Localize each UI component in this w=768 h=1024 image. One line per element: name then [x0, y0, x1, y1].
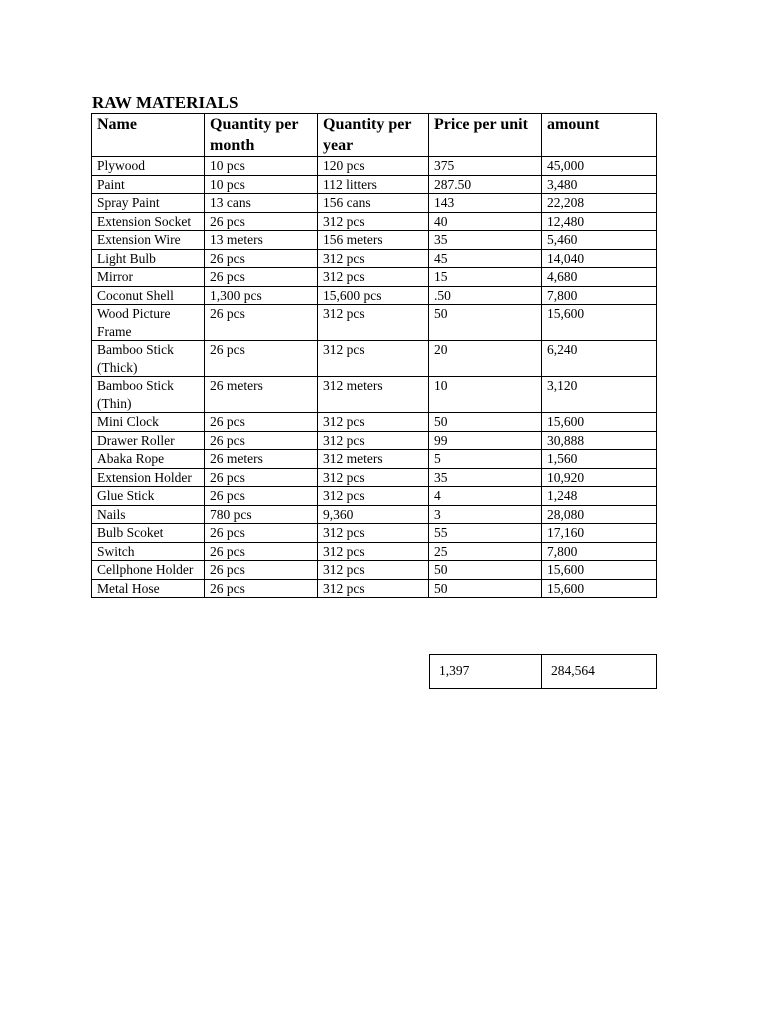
cell-amount: 7,800 [542, 542, 657, 561]
cell-quantity-per-month: 26 pcs [205, 431, 318, 450]
cell-amount: 3,120 [542, 377, 657, 413]
totals-table [429, 654, 657, 689]
cell-price-per-unit: 3 [429, 505, 542, 524]
cell-quantity-per-month: 10 pcs [205, 175, 318, 194]
cell-quantity-per-year: 312 pcs [318, 431, 429, 450]
table-row [92, 231, 657, 250]
cell-name: Extension Holder [92, 468, 205, 487]
cell-price-per-unit: 5 [429, 450, 542, 469]
table-row [92, 212, 657, 231]
cell-quantity-per-month: 780 pcs [205, 505, 318, 524]
header-name: Name [92, 114, 205, 157]
table-row [92, 175, 657, 194]
cell-quantity-per-month: 13 meters [205, 231, 318, 250]
cell-price-per-unit: 287.50 [429, 175, 542, 194]
cell-price-per-unit: 35 [429, 468, 542, 487]
cell-quantity-per-month: 1,300 pcs [205, 286, 318, 305]
table-row [92, 341, 657, 377]
table-row [92, 561, 657, 580]
cell-quantity-per-year: 312 meters [318, 377, 429, 413]
cell-quantity-per-month: 26 pcs [205, 524, 318, 543]
cell-quantity-per-month: 13 cans [205, 194, 318, 213]
raw-materials-table [91, 113, 657, 598]
cell-amount: 10,920 [542, 468, 657, 487]
table-row [92, 413, 657, 432]
cell-quantity-per-month: 26 pcs [205, 487, 318, 506]
table-row [92, 249, 657, 268]
cell-quantity-per-year: 312 pcs [318, 212, 429, 231]
cell-price-per-unit: 50 [429, 413, 542, 432]
cell-amount: 6,240 [542, 341, 657, 377]
cell-quantity-per-year: 312 pcs [318, 561, 429, 580]
cell-quantity-per-month: 26 pcs [205, 268, 318, 287]
cell-amount: 7,800 [542, 286, 657, 305]
cell-name: Nails [92, 505, 205, 524]
cell-quantity-per-month: 26 pcs [205, 341, 318, 377]
cell-amount: 30,888 [542, 431, 657, 450]
cell-amount: 3,480 [542, 175, 657, 194]
cell-quantity-per-year: 312 pcs [318, 341, 429, 377]
cell-quantity-per-year: 312 pcs [318, 524, 429, 543]
cell-amount: 15,600 [542, 305, 657, 341]
cell-price-per-unit: 4 [429, 487, 542, 506]
cell-price-per-unit: 15 [429, 268, 542, 287]
cell-quantity-per-year: 312 pcs [318, 413, 429, 432]
cell-name: Extension Socket [92, 212, 205, 231]
table-row [92, 305, 657, 341]
cell-name: Plywood [92, 157, 205, 176]
table-row [92, 431, 657, 450]
cell-name: Metal Hose [92, 579, 205, 598]
table-row [92, 579, 657, 598]
cell-quantity-per-month: 26 pcs [205, 413, 318, 432]
cell-amount: 15,600 [542, 561, 657, 580]
cell-quantity-per-month: 26 pcs [205, 561, 318, 580]
cell-amount: 22,208 [542, 194, 657, 213]
cell-name: Cellphone Holder [92, 561, 205, 580]
table-row [92, 487, 657, 506]
cell-amount: 45,000 [542, 157, 657, 176]
table-body [92, 157, 657, 598]
cell-quantity-per-year: 120 pcs [318, 157, 429, 176]
cell-quantity-per-year: 312 pcs [318, 249, 429, 268]
header-amount: amount [542, 114, 657, 157]
table-row [92, 450, 657, 469]
cell-amount: 4,680 [542, 268, 657, 287]
table-row [92, 157, 657, 176]
table-row [92, 524, 657, 543]
cell-quantity-per-month: 26 pcs [205, 249, 318, 268]
cell-quantity-per-year: 312 pcs [318, 579, 429, 598]
cell-quantity-per-month: 26 meters [205, 450, 318, 469]
cell-quantity-per-year: 312 pcs [318, 305, 429, 341]
cell-quantity-per-month: 26 pcs [205, 542, 318, 561]
cell-price-per-unit: 55 [429, 524, 542, 543]
cell-quantity-per-year: 312 meters [318, 450, 429, 469]
cell-name: Light Bulb [92, 249, 205, 268]
table-row [92, 505, 657, 524]
cell-name: Mini Clock [92, 413, 205, 432]
cell-amount: 14,040 [542, 249, 657, 268]
cell-quantity-per-year: 312 pcs [318, 487, 429, 506]
cell-quantity-per-month: 26 pcs [205, 468, 318, 487]
cell-price-per-unit: 50 [429, 305, 542, 341]
cell-price-per-unit: 20 [429, 341, 542, 377]
cell-name: Paint [92, 175, 205, 194]
cell-amount: 1,248 [542, 487, 657, 506]
cell-price-per-unit: 40 [429, 212, 542, 231]
cell-name: Drawer Roller [92, 431, 205, 450]
cell-amount: 5,460 [542, 231, 657, 250]
cell-quantity-per-month: 26 pcs [205, 579, 318, 598]
cell-quantity-per-year: 312 pcs [318, 468, 429, 487]
cell-name: Switch [92, 542, 205, 561]
cell-quantity-per-year: 15,600 pcs [318, 286, 429, 305]
cell-price-per-unit: 375 [429, 157, 542, 176]
cell-price-per-unit: 50 [429, 579, 542, 598]
cell-price-per-unit: 45 [429, 249, 542, 268]
cell-amount: 17,160 [542, 524, 657, 543]
cell-quantity-per-month: 26 meters [205, 377, 318, 413]
cell-amount: 15,600 [542, 413, 657, 432]
cell-quantity-per-year: 9,360 [318, 505, 429, 524]
cell-price-per-unit: 99 [429, 431, 542, 450]
cell-name: Glue Stick [92, 487, 205, 506]
table-header-row [92, 114, 657, 157]
page-title: RAW MATERIALS [92, 93, 239, 112]
cell-name: Wood Picture Frame [92, 305, 205, 341]
table-row [92, 286, 657, 305]
cell-name: Bamboo Stick (Thin) [92, 377, 205, 413]
header-quantity-per-year: Quantity per year [318, 114, 429, 157]
cell-price-per-unit: 50 [429, 561, 542, 580]
cell-amount: 28,080 [542, 505, 657, 524]
cell-quantity-per-year: 156 meters [318, 231, 429, 250]
cell-quantity-per-year: 312 pcs [318, 542, 429, 561]
cell-amount: 12,480 [542, 212, 657, 231]
cell-price-per-unit: 143 [429, 194, 542, 213]
cell-price-per-unit: 35 [429, 231, 542, 250]
table-row [92, 542, 657, 561]
cell-name: Mirror [92, 268, 205, 287]
header-price-per-unit: Price per unit [429, 114, 542, 157]
cell-quantity-per-month: 26 pcs [205, 212, 318, 231]
cell-name: Abaka Rope [92, 450, 205, 469]
table-row [92, 468, 657, 487]
cell-quantity-per-year: 156 cans [318, 194, 429, 213]
cell-name: Extension Wire [92, 231, 205, 250]
cell-amount: 1,560 [542, 450, 657, 469]
cell-price-per-unit: 10 [429, 377, 542, 413]
cell-price-per-unit: 25 [429, 542, 542, 561]
cell-quantity-per-year: 312 pcs [318, 268, 429, 287]
totals-row [430, 655, 657, 689]
table-row [92, 268, 657, 287]
cell-price-per-unit: .50 [429, 286, 542, 305]
header-quantity-per-month: Quantity per month [205, 114, 318, 157]
cell-quantity-per-year: 112 litters [318, 175, 429, 194]
table-row [92, 194, 657, 213]
cell-amount: 15,600 [542, 579, 657, 598]
table-row [92, 377, 657, 413]
total-amount: 284,564 [542, 655, 657, 689]
cell-quantity-per-month: 26 pcs [205, 305, 318, 341]
cell-quantity-per-month: 10 pcs [205, 157, 318, 176]
cell-name: Spray Paint [92, 194, 205, 213]
cell-name: Coconut Shell [92, 286, 205, 305]
total-price: 1,397 [430, 655, 542, 689]
cell-name: Bulb Scoket [92, 524, 205, 543]
cell-name: Bamboo Stick (Thick) [92, 341, 205, 377]
